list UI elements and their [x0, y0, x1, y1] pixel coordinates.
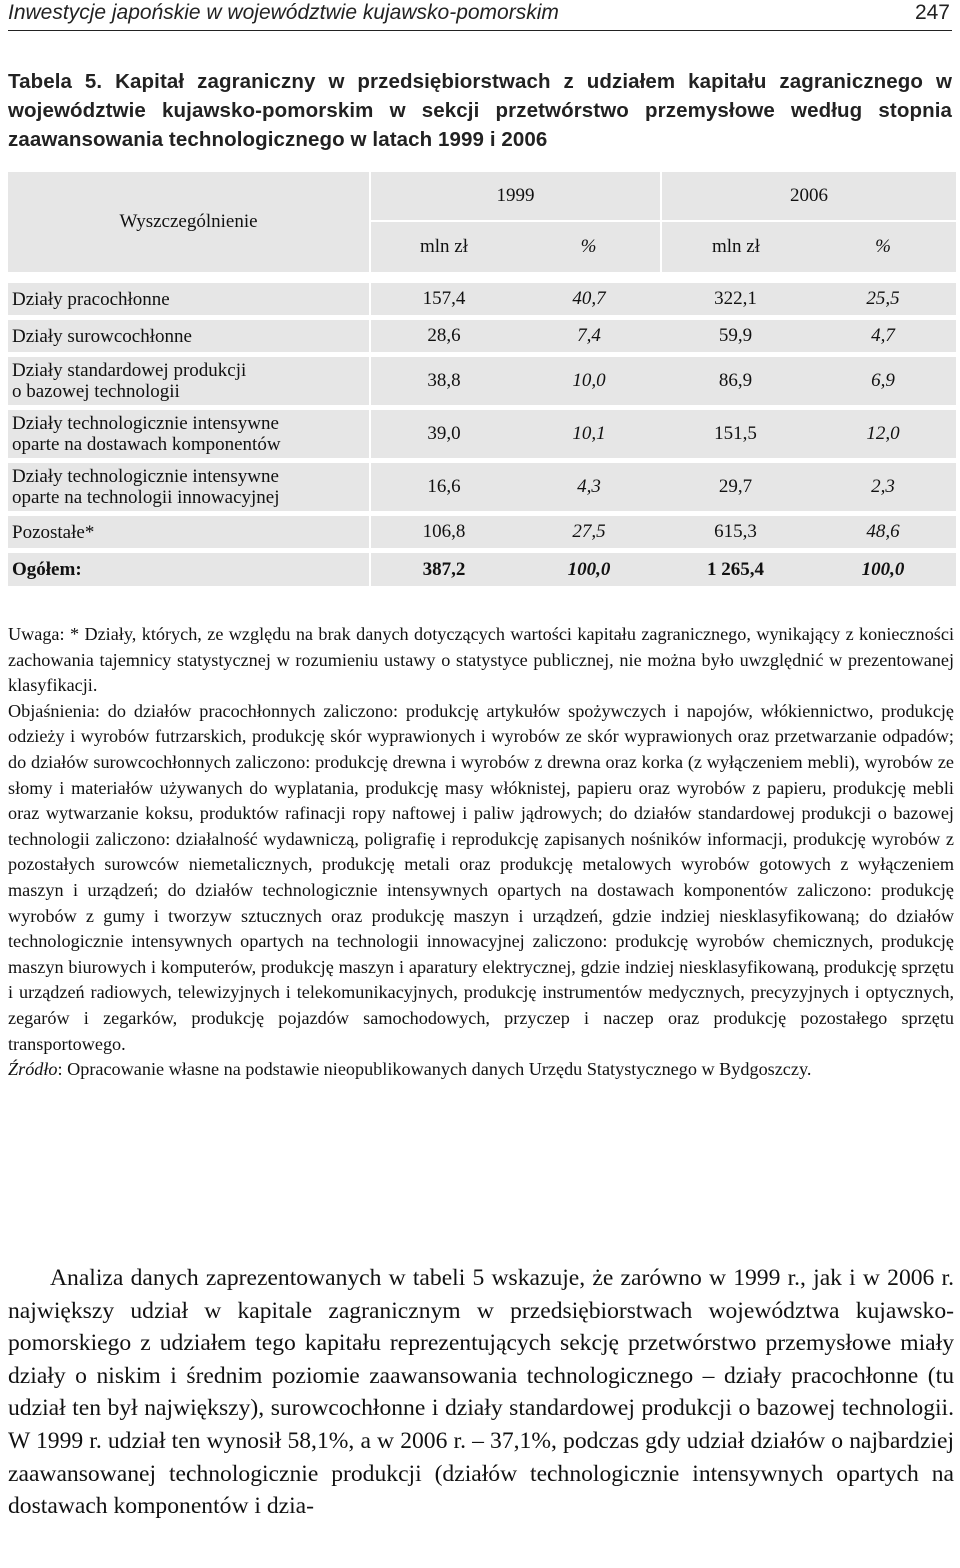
cell-2006-pct: 25,5	[810, 281, 956, 318]
cell-2006-pct: 4,7	[810, 318, 956, 355]
source-label: Źródło	[8, 1059, 58, 1080]
row-label: Działy surowcochłonne	[8, 318, 370, 355]
total-2006-pct: 100,0	[810, 551, 956, 589]
table-row	[8, 514, 956, 551]
note-source	[8, 1057, 954, 1083]
cell-1999-pct: 27,5	[517, 514, 661, 551]
cell-2006-pct: 6,9	[810, 355, 956, 408]
running-header	[8, 0, 952, 31]
cell-2006-pct: 12,0	[810, 408, 956, 461]
note-uwaga: Uwaga: * Działy, których, ze względu na brak danych dotyczących wartości kapitału zagranicznego, wynikający z konieczności zachowania tajemnicy statystycznej w rozumieniu ustawy o statystyce publicznej, nie można było uwzględnić w prezentowanej klasyfikacji.	[8, 624, 954, 696]
cell-1999-pct: 7,4	[517, 318, 661, 355]
header-1999-pct: %	[517, 221, 661, 272]
row-label-line: oparte na dostawach komponentów	[12, 434, 281, 455]
cell-2006-mln: 151,5	[661, 408, 810, 461]
row-label-line: o bazowej technologii	[12, 381, 180, 402]
cell-2006-mln: 29,7	[661, 461, 810, 514]
note-objasnienia: Objaśnienia: do działów pracochłonnych zaliczono: produkcję artykułów spożywczych i napojów, włókiennictwo, produkcję odzieży i wyrobów futrzarskich, produkcję skór wyprawionych i wyrobów ze skór wyprawionych oraz przetwarzanie odpadów; do działów surowcochłonnych zaliczono: produkcję drewna i wyrobów z drewna oraz korka (z wyłączeniem mebli), wyrobów ze słomy i materiałów używanych do wyplatania, produkcję masy włóknistej, papieru oraz wyrobów z papieru, produkcję mebli oraz wytwarzanie koksu, produktów rafinacji ropy naftowej i paliw jądrowych; do działów standardowej produkcji o bazowej technologii zaliczono: działalność wydawniczą, poligrafię i reprodukcję zapisanych nośników informacji, produkcję wyrobów z pozostałych surowców niemetalicznych, produkcję metali oraz produkcję metalowych wyrobów gotowych z wyłączeniem maszyn i urządzeń; do działów technologicznie intensywnych opartych na dostawach komponentów zaliczono: produkcję wyrobów z gumy i tworzyw sztucznych oraz produkcję maszyn i urządzeń, gdzie indziej niesklasyfikowaną; do działów technologicznie intensywnych opartych na technologii innowacyjnej zaliczono: produkcję wyrobów chemicznych, produkcję maszyn biurowych i komputerów, produkcję maszyn i aparatury elektrycznej, gdzie indziej niesklasyfikowaną, produkcję sprzętu i urządzeń radiowych, telewizyjnych i telekomunikacyjnych, produkcję instrumentów medycznych, precyzyjnych i optycznych, zegarów i zegarków, produkcję pojazdów samochodowych, przyczep i naczep oraz produkcję pozostałego sprzętu transportowego.	[8, 700, 954, 1054]
header-year-1999: 1999	[370, 172, 661, 221]
header-wyszczegolnienie: Wyszczególnienie	[8, 172, 370, 272]
cell-2006-mln: 86,9	[661, 355, 810, 408]
cell-1999-mln: 28,6	[370, 318, 517, 355]
table-row	[8, 318, 956, 355]
cell-1999-mln: 106,8	[370, 514, 517, 551]
table-total-row	[8, 551, 956, 589]
total-label: Ogółem:	[8, 551, 370, 589]
row-label	[8, 461, 370, 514]
header-1999-mln: mln zł	[370, 221, 517, 272]
table-notes	[8, 622, 954, 1083]
table-caption: Tabela 5. Kapitał zagraniczny w przedsiębiorstwach z udziałem kapitału zagranicznego w województwie kujawsko-pomorskim w sekcji przetwórstwo przemysłowe według stopnia zaawansowania technologicznego w latach 1999 i 2006	[8, 70, 952, 151]
total-2006-mln: 1 265,4	[661, 551, 810, 589]
source-text: : Opracowanie własne na podstawie nieopublikowanych danych Urzędu Statystycznego w Bydgoszczy.	[57, 1059, 812, 1080]
page-number: 247	[914, 1, 950, 24]
body-paragraph: Analiza danych zaprezentowanych w tabeli 5 wskazuje, że zarówno w 1999 r., jak i w 2006 r. największy udział w kapitale zagranicznym w przedsiębiorstwach województwa kujawsko-pomorskiego z udziałem tego kapitału reprezentujących sekcję przetwórstwo przemysłowe miały działy o niskim i średnim poziomie zaawansowania technologicznego – działy pracochłonne (tu udział ten był największy), surowcochłonne i działy standardowej produkcji o bazowej technologii. W 1999 r. udział ten wynosił 58,1%, a w 2006 r. – 37,1%, podczas gdy udział działów o najbardziej zaawansowanej technologicznie produkcji (działów technologicznie intensywnych opartych na dostawach komponentów i dzia-	[8, 1265, 954, 1520]
cell-1999-pct: 4,3	[517, 461, 661, 514]
cell-2006-mln: 59,9	[661, 318, 810, 355]
row-label-line: oparte na technologii innowacyjnej	[12, 487, 280, 508]
cell-2006-mln: 322,1	[661, 281, 810, 318]
header-2006-mln: mln zł	[661, 221, 810, 272]
row-label: Działy pracochłonne	[8, 281, 370, 318]
running-title: Inwestycje japońskie w województwie kujawsko-pomorskim	[8, 1, 559, 24]
capital-table	[8, 172, 956, 591]
cell-1999-mln: 16,6	[370, 461, 517, 514]
cell-1999-pct: 40,7	[517, 281, 661, 318]
row-label: Pozostałe*	[8, 514, 370, 551]
total-1999-mln: 387,2	[370, 551, 517, 589]
table-row	[8, 461, 956, 514]
row-label-line: Działy standardowej produkcji	[12, 360, 247, 381]
total-1999-pct: 100,0	[517, 551, 661, 589]
table-row	[8, 281, 956, 318]
cell-2006-pct: 2,3	[810, 461, 956, 514]
cell-2006-mln: 615,3	[661, 514, 810, 551]
cell-1999-mln: 157,4	[370, 281, 517, 318]
cell-1999-mln: 39,0	[370, 408, 517, 461]
row-label	[8, 355, 370, 408]
body-text	[8, 1262, 954, 1523]
cell-1999-pct: 10,1	[517, 408, 661, 461]
cell-1999-pct: 10,0	[517, 355, 661, 408]
cell-1999-mln: 38,8	[370, 355, 517, 408]
header-2006-pct: %	[810, 221, 956, 272]
row-label-line: Działy technologicznie intensywne	[12, 466, 279, 487]
header-year-2006: 2006	[661, 172, 956, 221]
cell-2006-pct: 48,6	[810, 514, 956, 551]
row-label-line: Działy technologicznie intensywne	[12, 413, 279, 434]
table-row	[8, 355, 956, 408]
row-label	[8, 408, 370, 461]
table-row	[8, 408, 956, 461]
